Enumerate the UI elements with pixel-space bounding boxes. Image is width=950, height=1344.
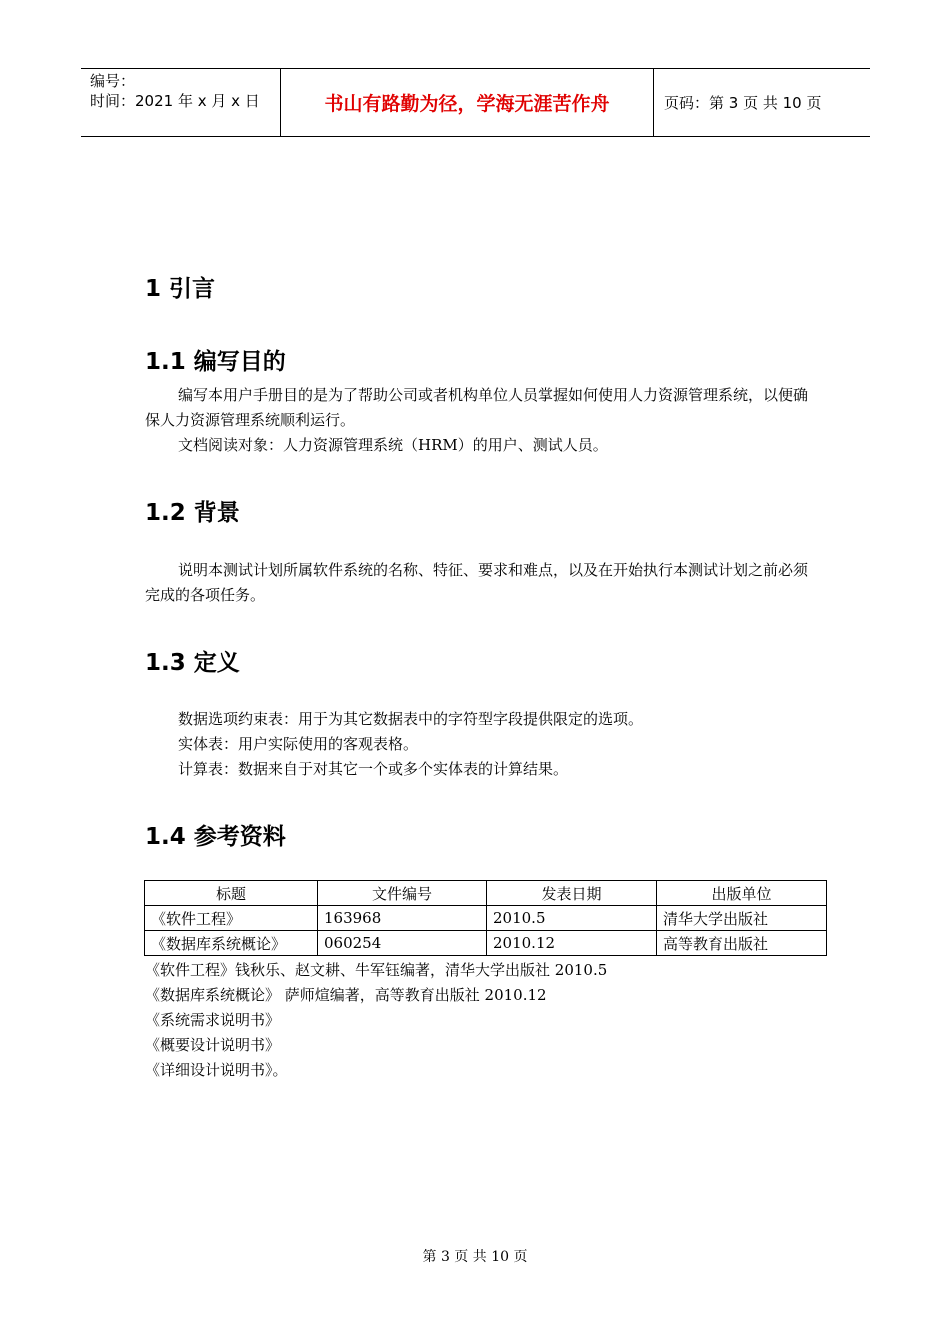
page-header <box>81 68 870 137</box>
purpose-paragraph: 编写本用户手册目的是为了帮助公司或者机构单位人员掌握如何使用人力资源管理系统，以便确保人力资源管理系统顺利运行。 <box>145 386 809 429</box>
table-row <box>145 931 827 956</box>
header-meta <box>81 69 281 136</box>
column-header: 文件编号 <box>318 881 487 906</box>
reference-list <box>145 958 607 1083</box>
definition-item: 实体表：用户实际使用的客观表格。 <box>178 735 419 753</box>
list-item: 《软件工程》钱秋乐、赵文耕、牛军钰编著，清华大学出版社 2010.5 <box>145 961 608 979</box>
table-cell: 清华大学出版社 <box>657 906 827 931</box>
table-row <box>145 906 827 931</box>
heading-definition: 1.3 定义 <box>145 650 240 676</box>
list-item: 《数据库系统概论》 萨师煊编著，高等教育出版社 2010.12 <box>145 986 547 1004</box>
column-header: 出版单位 <box>657 881 827 906</box>
header-motto: 书山有路勤为径，学海无涯苦作舟 <box>281 69 654 136</box>
table-cell: 高等教育出版社 <box>657 931 827 956</box>
list-item: 《详细设计说明书》。 <box>145 1061 288 1079</box>
table-cell: 2010.12 <box>487 931 657 956</box>
purpose-audience: 文档阅读对象：人力资源管理系统（HRM）的用户、测试人员。 <box>178 436 608 454</box>
list-item: 《系统需求说明书》 <box>145 1011 281 1029</box>
table-cell: 2010.5 <box>487 906 657 931</box>
table-cell: 《软件工程》 <box>145 906 318 931</box>
table-cell: 060254 <box>318 931 487 956</box>
table-header-row <box>145 881 827 906</box>
list-item: 《概要设计说明书》 <box>145 1036 281 1054</box>
doc-time-label: 时间：2021 年 x 月 x 日 <box>90 92 260 110</box>
doc-number-label: 编号： <box>90 72 136 90</box>
references-table <box>144 880 827 956</box>
heading-purpose: 1.1 编写目的 <box>145 349 286 375</box>
heading-references: 1.4 参考资料 <box>145 824 286 850</box>
definition-item: 计算表：数据来自于对其它一个或多个实体表的计算结果。 <box>178 760 569 778</box>
header-page-info: 页码：第 3 页 共 10 页 <box>664 94 822 112</box>
heading-background: 1.2 背景 <box>145 500 240 526</box>
table-cell: 163968 <box>318 906 487 931</box>
background-paragraph: 说明本测试计划所属软件系统的名称、特征、要求和难点，以及在开始执行本测试计划之前必须完成的各项任务。 <box>145 561 809 604</box>
page-footer: 第 3 页 共 10 页 <box>422 1249 528 1265</box>
column-header: 发表日期 <box>487 881 657 906</box>
table-cell: 《数据库系统概论》 <box>145 931 318 956</box>
definition-item: 数据选项约束表：用于为其它数据表中的字符型字段提供限定的选项。 <box>178 710 644 728</box>
column-header: 标题 <box>145 881 318 906</box>
heading-intro: 1 引言 <box>145 276 216 302</box>
